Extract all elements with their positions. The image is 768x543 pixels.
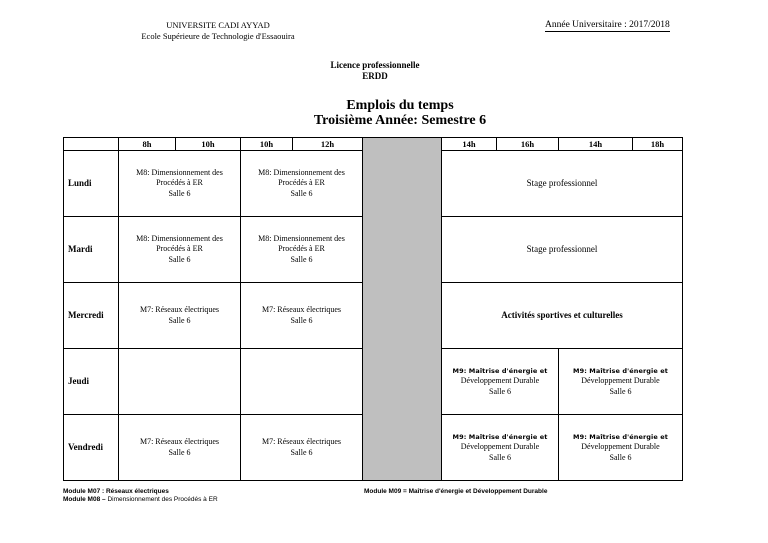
day-mercredi: Mercredi (64, 283, 119, 349)
header-10h-b: 10h (241, 138, 293, 151)
course-room: Salle 6 (489, 386, 511, 396)
program-title (300, 60, 450, 82)
legend-m07-text: Réseaux électriques (105, 488, 169, 495)
jeudi-slot-afternoon2 (559, 349, 683, 415)
course-title: M7: Réseaux électriques (261, 305, 342, 314)
day-mardi: Mardi (64, 217, 119, 283)
course-room: Salle 6 (290, 315, 313, 325)
program-line1: Licence professionnelle (330, 60, 420, 70)
course-title-cont: Développement Durable (581, 442, 660, 452)
page-title (230, 98, 570, 128)
legend-m09-code: Module M09 = (364, 488, 407, 495)
course-title-cont: Développement Durable (460, 442, 540, 452)
legend-m08-code: Module M08 – (63, 496, 106, 503)
header-12h: 12h (293, 138, 363, 151)
corner-cell (64, 138, 119, 151)
course-room: Salle 6 (168, 315, 191, 325)
legend-m08-text: Dimensionnement des Procédés à ER (107, 496, 218, 503)
mardi-slot-morning1 (119, 217, 241, 283)
vendredi-slot-afternoon2 (559, 415, 683, 481)
course-title-cont: Procédés à ER (156, 244, 203, 254)
day-jeudi: Jeudi (64, 349, 119, 415)
course-title: M9: Maîtrise d'énergie et (573, 432, 668, 441)
legend-modules-left (63, 488, 218, 504)
course-room: Salle 6 (290, 447, 313, 457)
course-room: Salle 6 (290, 254, 313, 264)
lundi-slot-morning2 (241, 151, 363, 217)
course-title: M9: Maîtrise d'énergie et (452, 366, 548, 375)
legend-m09-text: Maîtrise d'énergie et Développement Durable (408, 488, 548, 495)
lundi-slot-morning1 (119, 151, 241, 217)
vendredi-slot-afternoon1 (442, 415, 559, 481)
course-room: Salle 6 (609, 452, 632, 462)
mardi-afternoon: Stage professionnel (442, 217, 683, 283)
mardi-slot-morning2 (241, 217, 363, 283)
title-line2: Troisième Année: Semestre 6 (313, 113, 487, 128)
course-title-cont: Procédés à ER (156, 178, 203, 188)
day-lundi: Lundi (64, 151, 119, 217)
vendredi-slot-morning2 (241, 415, 363, 481)
course-room: Salle 6 (168, 254, 191, 264)
academic-year: Année Universitaire : 2017/2018 (545, 20, 670, 30)
legend-m07-code: Module M07 : (63, 488, 105, 495)
header-10h: 10h (176, 138, 241, 151)
course-title-cont: Procédés à ER (278, 244, 325, 254)
mercredi-slot-morning1 (119, 283, 241, 349)
university-name: UNIVERSITE CADI AYYAD (166, 20, 270, 30)
course-title: M8: Dimensionnement des (136, 233, 223, 243)
program-line2: ERDD (362, 71, 388, 81)
jeudi-slot-morning2 (241, 349, 363, 415)
vendredi-slot-morning1 (119, 415, 241, 481)
course-title: M8: Dimensionnement des (136, 167, 223, 177)
course-room: Salle 6 (609, 386, 632, 396)
course-title: M7: Réseaux électriques (139, 437, 220, 446)
course-title: M9: Maîtrise d'énergie et (452, 432, 548, 441)
lundi-afternoon: Stage professionnel (442, 151, 683, 217)
header-16h: 16h (497, 138, 559, 151)
school-name: Ecole Supérieure de Technologie d'Essaouira (141, 31, 295, 41)
legend-m08 (63, 496, 218, 504)
legend-modules-right (364, 488, 547, 496)
course-room: Salle 6 (489, 452, 511, 462)
header-14h-b: 14h (559, 138, 633, 151)
course-room: Salle 6 (290, 188, 313, 198)
course-title: M8: Dimensionnement des (258, 233, 345, 243)
course-title: M7: Réseaux électriques (139, 305, 220, 314)
timetable (63, 137, 683, 481)
course-room: Salle 6 (168, 188, 191, 198)
course-title-cont: Développement Durable (581, 376, 660, 386)
course-title: M7: Réseaux électriques (261, 437, 342, 446)
university-header (138, 20, 298, 42)
course-title-cont: Procédés à ER (278, 178, 325, 188)
jeudi-slot-morning1 (119, 349, 241, 415)
course-title-cont: Développement Durable (460, 376, 540, 386)
course-title: M8: Dimensionnement des (258, 167, 345, 177)
course-room: Salle 6 (168, 447, 191, 457)
mercredi-slot-morning2 (241, 283, 363, 349)
day-vendredi: Vendredi (64, 415, 119, 481)
mercredi-afternoon: Activités sportives et culturelles (442, 283, 683, 349)
course-title: M9: Maîtrise d'énergie et (573, 366, 668, 375)
legend-m07 (63, 488, 218, 496)
lunch-break-column (363, 138, 442, 481)
timetable-header-row (64, 138, 683, 151)
header-18h: 18h (633, 138, 683, 151)
header-14h: 14h (442, 138, 497, 151)
header-8h: 8h (119, 138, 176, 151)
jeudi-slot-afternoon1 (442, 349, 559, 415)
title-line1: Emplois du temps (346, 98, 454, 113)
